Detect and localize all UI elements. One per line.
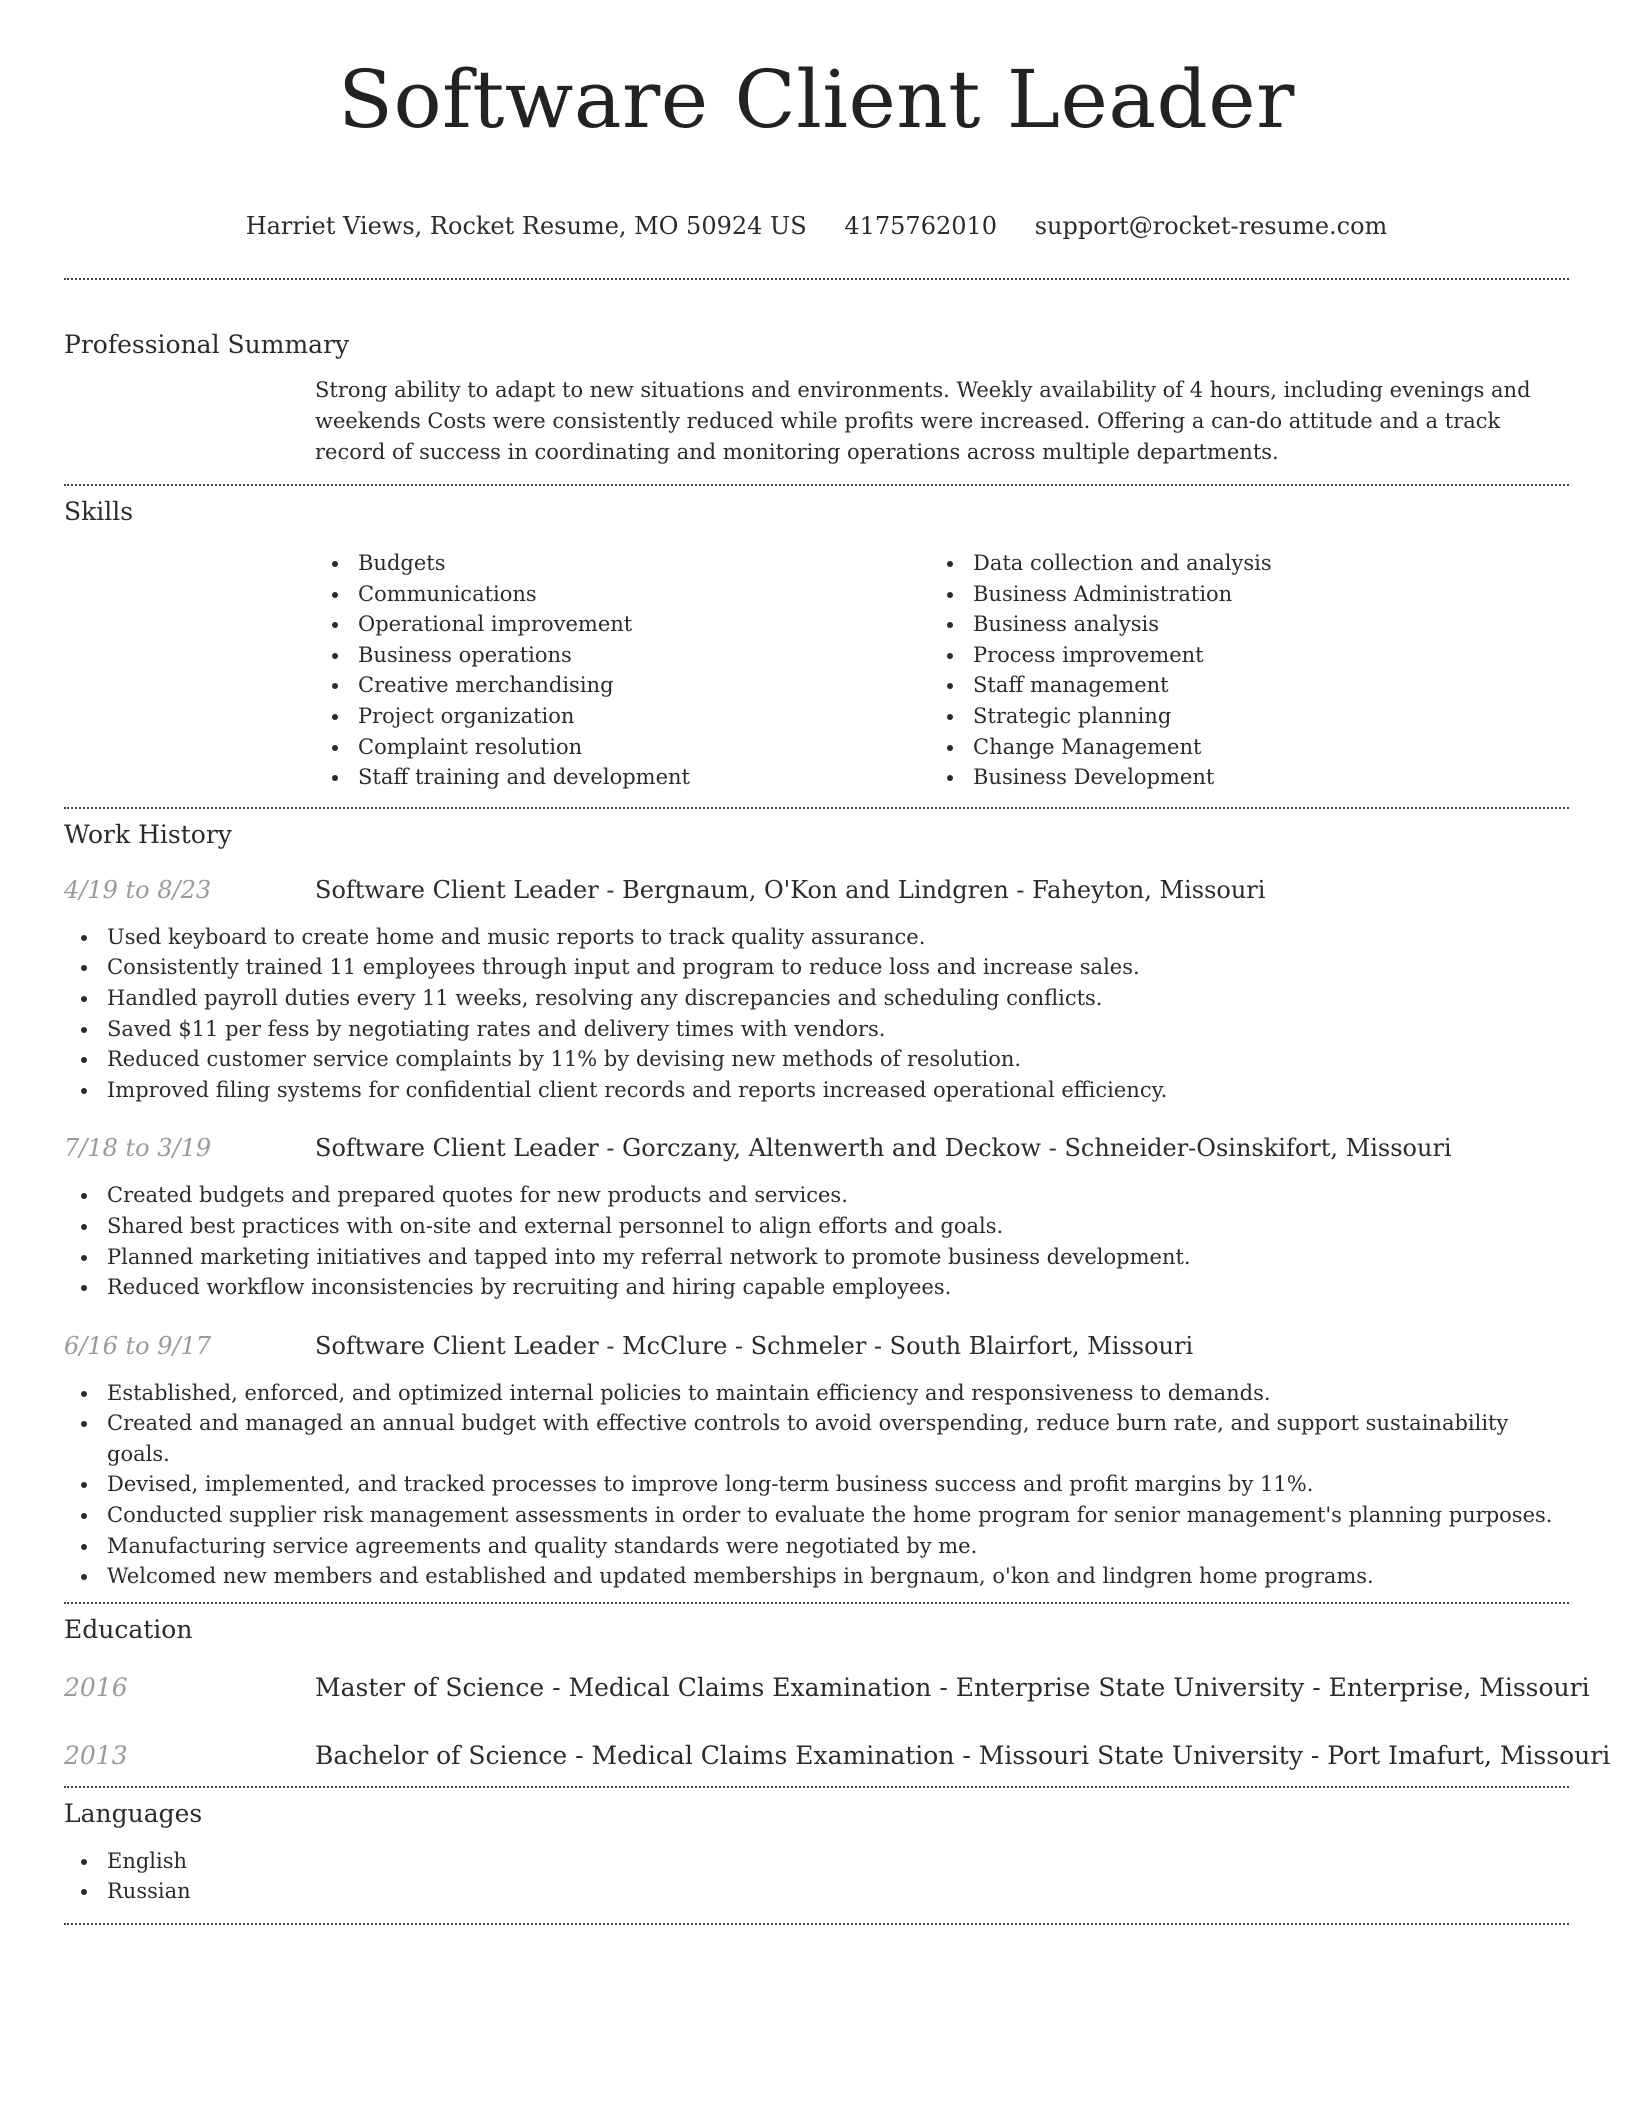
- skill-item: Staff management: [930, 670, 1545, 701]
- skill-item: Process improvement: [930, 640, 1545, 671]
- skill-item: Data collection and analysis: [930, 548, 1545, 579]
- job-dates: 6/16 to 9/17: [64, 1331, 212, 1360]
- resume-title: Software Client Leader: [338, 53, 1295, 146]
- job-bullet: Saved $11 per fess by negotiating rates and delivery times with vendors.: [64, 1014, 1569, 1045]
- skills-right-list: [930, 548, 1545, 793]
- education-section: [64, 1604, 1611, 1772]
- resume-page: [64, 0, 1611, 1925]
- job-bullet: Conducted supplier risk management assessments in order to evaluate the home program for senior management's planning purposes.: [64, 1500, 1569, 1531]
- job-bullets: [64, 1378, 1569, 1592]
- skill-item: Operational improvement: [315, 609, 930, 640]
- skill-item: Creative merchandising: [315, 670, 930, 701]
- job-title: Software Client Leader - McClure - Schmeler - South Blairfort, Missouri: [315, 1331, 1194, 1360]
- education-entry: [64, 1672, 1590, 1704]
- work-heading: Work History: [64, 819, 232, 849]
- skill-item: Strategic planning: [930, 701, 1545, 732]
- skill-item: Budgets: [315, 548, 930, 579]
- contact-line: [64, 210, 1569, 242]
- language-item: English: [64, 1846, 1569, 1877]
- job-bullet: Consistently trained 11 employees through input and program to reduce loss and increase sales.: [64, 952, 1569, 983]
- skills-section: [64, 486, 1569, 793]
- languages-heading: Languages: [64, 1798, 203, 1828]
- skill-item: Communications: [315, 579, 930, 610]
- job-bullets: [64, 922, 1569, 1106]
- job-bullet: Created and managed an annual budget with effective controls to avoid overspending, reduce burn rate, and support sustainability goals.: [64, 1408, 1569, 1469]
- contact-email: support@rocket-resume.com: [1034, 212, 1388, 240]
- language-item: Russian: [64, 1876, 1569, 1907]
- work-section: [64, 809, 1569, 1592]
- job-bullet: Devised, implemented, and tracked processes to improve long-term business success and profit margins by 11%.: [64, 1469, 1569, 1500]
- skills-left-list: [315, 548, 930, 793]
- job-bullet: Used keyboard to create home and music reports to track quality assurance.: [64, 922, 1569, 953]
- education-entry: [64, 1740, 1611, 1772]
- summary-heading: Professional Summary: [64, 330, 350, 359]
- job-bullet: Planned marketing initiatives and tapped into my referral network to promote business development.: [64, 1242, 1569, 1273]
- skill-item: Change Management: [930, 732, 1545, 763]
- job-entry: [64, 1330, 1569, 1592]
- languages-list: [64, 1846, 1569, 1907]
- job-bullet: Handled payroll duties every 11 weeks, resolving any discrepancies and scheduling conflicts.: [64, 983, 1569, 1014]
- education-year: 2013: [64, 1740, 128, 1770]
- job-bullet: Established, enforced, and optimized internal policies to maintain efficiency and responsiveness to demands.: [64, 1378, 1569, 1409]
- job-dates: 7/18 to 3/19: [64, 1134, 212, 1163]
- education-title: Master of Science - Medical Claims Examination - Enterprise State University - Enterprise, Missouri: [315, 1672, 1590, 1702]
- job-dates: 4/19 to 8/23: [64, 875, 212, 904]
- job-bullet: Reduced workflow inconsistencies by recruiting and hiring capable employees.: [64, 1272, 1569, 1303]
- skills-columns: [315, 548, 1569, 793]
- skill-item: Complaint resolution: [315, 732, 930, 763]
- education-heading: Education: [64, 1614, 193, 1644]
- education-title: Bachelor of Science - Medical Claims Examination - Missouri State University - Port Imafurt, Missouri: [315, 1740, 1611, 1770]
- job-bullet: Shared best practices with on-site and external personnel to align efforts and goals.: [64, 1211, 1569, 1242]
- job-title: Software Client Leader - Gorczany, Altenwerth and Deckow - Schneider-Osinskifort, Missouri: [315, 1134, 1452, 1163]
- job-title: Software Client Leader - Bergnaum, O'Kon and Lindgren - Faheyton, Missouri: [315, 875, 1266, 904]
- job-bullet: Created budgets and prepared quotes for new products and services.: [64, 1180, 1569, 1211]
- skill-item: Project organization: [315, 701, 930, 732]
- summary-section: [64, 280, 1569, 468]
- languages-section: [64, 1788, 1569, 1907]
- skill-item: Business Administration: [930, 579, 1545, 610]
- contact-phone: 4175762010: [844, 212, 998, 240]
- skill-item: Business operations: [315, 640, 930, 671]
- job-bullets: [64, 1180, 1569, 1302]
- skill-item: Staff training and development: [315, 762, 930, 793]
- education-year: 2016: [64, 1672, 128, 1702]
- summary-text: Strong ability to adapt to new situations and environments. Weekly availability of 4 hours, including evenings and weekends Costs were consistently reduced while profits were increased. Offering a can-do attitude and a track record of success in coordinating and monitoring operations across multiple departments.: [315, 378, 1531, 464]
- job-bullet: Manufacturing service agreements and quality standards were negotiated by me.: [64, 1531, 1569, 1562]
- job-bullet: Welcomed new members and established and updated memberships in bergnaum, o'kon and lindgren home programs.: [64, 1561, 1569, 1592]
- job-entry: [64, 874, 1569, 1106]
- skill-item: Business analysis: [930, 609, 1545, 640]
- job-bullet: Reduced customer service complaints by 11% by devising new methods of resolution.: [64, 1044, 1569, 1075]
- job-bullet: Improved filing systems for confidential client records and reports increased operational efficiency.: [64, 1075, 1569, 1106]
- section-divider: [64, 1923, 1569, 1925]
- skill-item: Business Development: [930, 762, 1545, 793]
- job-entry: [64, 1132, 1569, 1302]
- contact-address: Harriet Views, Rocket Resume, MO 50924 US: [245, 212, 807, 240]
- skills-heading: Skills: [64, 497, 134, 526]
